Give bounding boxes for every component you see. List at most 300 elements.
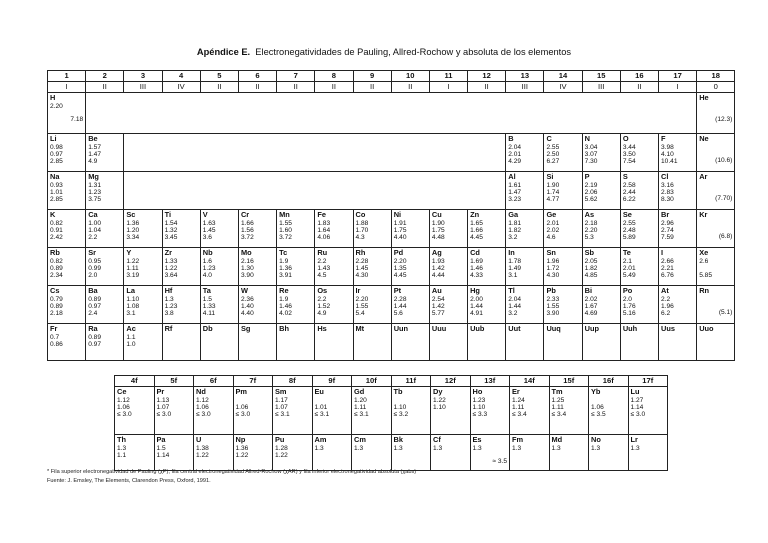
- element-cell: [582, 210, 620, 248]
- f-orbital-header: 11f: [391, 376, 431, 387]
- element-symbol: Uuq: [546, 324, 561, 333]
- electronegativity-value: 1.23: [472, 396, 486, 404]
- electronegativity-value: 2.01: [508, 150, 522, 158]
- electronegativity-value: 3.16: [661, 181, 674, 189]
- electronegativity-value: [661, 341, 696, 348]
- element-symbol: Uuh: [622, 324, 638, 333]
- element-cell: [200, 248, 238, 286]
- electronegativity-value: 4.45: [393, 272, 407, 279]
- electronegativity-value: 0.89: [50, 302, 63, 310]
- element-symbol: Pt: [393, 286, 402, 295]
- electronegativity-value: 1.45: [355, 264, 369, 272]
- electronegativity-value: [508, 341, 543, 348]
- electronegativity-value: 1.33: [202, 302, 216, 310]
- element-cell: [200, 210, 238, 248]
- electronegativity-value: [470, 334, 505, 341]
- element-cell: [277, 210, 315, 248]
- electronegativity-value: 4.69: [584, 310, 598, 317]
- element-cell: [620, 210, 658, 248]
- electronegativity-value: 1.11: [551, 403, 564, 411]
- element-cell: [200, 286, 238, 324]
- element-cell: [238, 210, 276, 248]
- electronegativity-value: 0.97: [50, 150, 63, 158]
- electronegativity-value: [203, 334, 238, 341]
- element-symbol: Lu: [630, 387, 640, 396]
- electronegativity-value: 2.01: [546, 219, 560, 227]
- electronegativity-value: 4.77: [546, 196, 560, 203]
- element-cell: [391, 324, 429, 361]
- electronegativity-value: 5.49: [622, 272, 636, 279]
- electronegativity-value: 1.44: [470, 302, 483, 310]
- f-orbital-header: 14f: [510, 376, 550, 387]
- element-symbol: Ba: [88, 286, 98, 295]
- element-cell: [659, 210, 697, 248]
- element-symbol: Uut: [508, 324, 521, 333]
- group-number: 16: [620, 71, 658, 82]
- electronegativity-value: 1.06: [591, 403, 604, 411]
- electronegativity-value: [585, 341, 620, 348]
- element-cell: [238, 286, 276, 324]
- f-orbital-header: 16f: [589, 376, 629, 387]
- subgroup-label: III: [582, 82, 620, 93]
- electronegativity-value: 1.06: [235, 403, 249, 411]
- electronegativity-value: 1.24: [512, 396, 525, 404]
- actinide-cell: [194, 435, 234, 471]
- electronegativity-value: 0.82: [50, 257, 63, 265]
- lanthanide-cell: [154, 387, 194, 435]
- lanthanide-cell: [312, 387, 352, 435]
- element-cell: [620, 286, 658, 324]
- electronegativity-value: 2.58: [622, 181, 636, 189]
- element-symbol: Rf: [164, 324, 173, 333]
- element-cell: [391, 210, 429, 248]
- electronegativity-value: [699, 334, 734, 341]
- element-cell: [353, 248, 391, 286]
- electronegativity-value: 3.91: [279, 272, 292, 279]
- electronegativity-value: 1.38: [196, 444, 209, 452]
- electronegativity-value: 0.95: [88, 257, 102, 265]
- element-symbol: Zr: [164, 248, 172, 257]
- electronegativity-value: 1.49: [508, 264, 522, 272]
- group-number: 6: [238, 71, 276, 82]
- element-cell: [697, 324, 735, 361]
- electronegativity-value: 2.04: [508, 143, 522, 151]
- f-orbital-header: 8f: [273, 376, 313, 387]
- electronegativity-value: [623, 348, 658, 355]
- electronegativity-value: 1.1: [117, 451, 127, 459]
- electronegativity-value: ≤ 3.1: [354, 411, 369, 418]
- element-symbol: In: [508, 248, 515, 257]
- element-cell: [544, 172, 582, 210]
- element-cell: [162, 324, 200, 361]
- electronegativity-value: 1.14: [156, 451, 170, 459]
- group-number: 15: [582, 71, 620, 82]
- electronegativity-value: 4.40: [393, 234, 407, 241]
- element-cell: [86, 134, 124, 172]
- electronegativity-value: [117, 459, 154, 466]
- electronegativity-value: [356, 341, 391, 348]
- element-cell: [620, 324, 658, 361]
- subgroup-label: II: [391, 82, 429, 93]
- electronegativity-value: 2.2: [88, 234, 98, 241]
- electronegativity-value: [552, 452, 589, 459]
- element-cell: [506, 172, 544, 210]
- electronegativity-value: [315, 397, 352, 404]
- electronegativity-value: [470, 348, 505, 355]
- electronegativity-value: 5.6: [393, 310, 403, 317]
- electronegativity-value: 2.74: [661, 226, 674, 234]
- electronegativity-value: [394, 397, 431, 404]
- electronegativity-value: 1.78: [508, 257, 522, 265]
- electronegativity-value: 2.55: [622, 219, 636, 227]
- f-orbital-header: 15f: [549, 376, 589, 387]
- electronegativity-value: 4.6: [546, 234, 556, 241]
- electronegativity-value: 2.19: [584, 181, 598, 189]
- electronegativity-value: 1.43: [317, 264, 331, 272]
- electronegativity-value: 1.66: [470, 226, 483, 234]
- electronegativity-value: [508, 348, 543, 355]
- element-cell: [659, 172, 697, 210]
- electronegativity-value: 1.55: [546, 302, 560, 310]
- electronegativity-value: 1.3: [393, 444, 403, 452]
- element-symbol: Uun: [393, 324, 409, 333]
- element-cell: [86, 324, 124, 361]
- element-cell: [429, 324, 467, 361]
- electronegativity-value: 2.20: [50, 102, 63, 110]
- f-orbital-header: 9f: [312, 376, 352, 387]
- electronegativity-value: 5.62: [584, 196, 598, 203]
- source-note: Fuente: J. Emsley, The Elements, Clarendon Press, Oxford, 1991.: [47, 478, 211, 484]
- element-cell: [353, 210, 391, 248]
- element-symbol: Fm: [512, 435, 524, 444]
- element-symbol: Pu: [275, 435, 285, 444]
- element-symbol: Ge: [546, 210, 557, 219]
- element-symbol: Tl: [508, 286, 515, 295]
- element-cell: [391, 248, 429, 286]
- electronegativity-value: [432, 334, 467, 341]
- electronegativity-value: [88, 348, 123, 355]
- element-symbol: Te: [622, 248, 631, 257]
- absolute-value: (5.1): [718, 309, 733, 316]
- lanthanide-cell: [391, 387, 431, 435]
- electronegativity-value: 1.01: [314, 403, 328, 411]
- electronegativity-value: [552, 459, 589, 466]
- lanthanide-cell: [510, 387, 550, 435]
- electronegativity-value: 1.63: [202, 219, 216, 227]
- electronegativity-value: 1.70: [355, 226, 369, 234]
- element-symbol: Ne: [699, 134, 709, 143]
- electronegativity-value: [317, 348, 352, 355]
- electronegativity-value: 1.0: [126, 340, 136, 348]
- electronegativity-value: 1.75: [431, 226, 445, 234]
- electronegativity-value: 3.50: [622, 150, 636, 158]
- element-cell: [162, 210, 200, 248]
- electronegativity-value: 2.54: [431, 295, 445, 303]
- electronegativity-value: [585, 348, 620, 355]
- electronegativity-value: 1.91: [393, 219, 407, 227]
- element-symbol: Uuu: [431, 324, 447, 333]
- electronegativity-value: 1.40: [240, 302, 254, 310]
- electronegativity-value: [203, 348, 238, 355]
- electronegativity-value: 2.34: [50, 272, 63, 279]
- electronegativity-value: [317, 341, 352, 348]
- element-symbol: Lr: [630, 435, 638, 444]
- electronegativity-value: [433, 459, 470, 466]
- electronegativity-value: 2.2: [317, 257, 327, 265]
- electronegativity-value: 5.16: [622, 310, 636, 317]
- electronegativity-value: [470, 341, 505, 348]
- electronegativity-value: [623, 334, 658, 341]
- electronegativity-value: 3.6: [202, 234, 212, 241]
- element-symbol: Mo: [240, 248, 252, 257]
- electronegativity-value: 1.22: [275, 451, 288, 459]
- electronegativity-value: 2.33: [546, 295, 560, 303]
- electronegativity-value: [241, 341, 276, 348]
- electronegativity-value: [354, 452, 391, 459]
- element-cell: [544, 286, 582, 324]
- electronegativity-value: 2.28: [393, 295, 407, 303]
- electronegativity-value: [165, 341, 200, 348]
- element-symbol: Xe: [699, 248, 709, 257]
- element-symbol: Na: [50, 172, 60, 181]
- electronegativity-value: 1.10: [472, 403, 486, 411]
- element-symbol: Ho: [472, 387, 483, 396]
- element-cell: [124, 324, 162, 361]
- electronegativity-value: [354, 459, 391, 466]
- element-cell: [353, 324, 391, 361]
- electronegativity-value: 2.20: [355, 295, 369, 303]
- electronegativity-value: [356, 334, 391, 341]
- electronegativity-value: ≤ 3.0: [156, 411, 172, 418]
- electronegativity-value: 1.22: [196, 451, 209, 459]
- electronegativity-value: 1.23: [202, 264, 216, 272]
- group-number: 1: [48, 71, 86, 82]
- element-cell: [544, 134, 582, 172]
- electronegativity-value: 4.06: [317, 234, 331, 241]
- lanthanide-cell: [470, 387, 510, 435]
- electronegativity-value: 1.64: [317, 226, 331, 234]
- element-symbol: Cs: [50, 286, 60, 295]
- electronegativity-value: 6.76: [661, 272, 674, 279]
- electronegativity-value: [236, 459, 273, 466]
- electronegativity-value: 1.17: [275, 396, 288, 404]
- element-cell: [277, 248, 315, 286]
- electronegativity-value: 2.28: [355, 257, 369, 265]
- absolute-value: (7.70): [715, 195, 733, 202]
- subgroup-label: II: [86, 82, 124, 93]
- element-symbol: Hs: [317, 324, 327, 333]
- electronegativity-value: 1.22: [433, 396, 446, 404]
- actinide-cell: [510, 435, 550, 471]
- element-cell: [429, 286, 467, 324]
- electronegativity-value: 1.5: [202, 295, 212, 303]
- electronegativity-value: 1.01: [50, 188, 63, 196]
- element-cell: [391, 286, 429, 324]
- electronegativity-value: 2.36: [240, 295, 254, 303]
- electronegativity-value: 4.0: [202, 272, 212, 279]
- electronegativity-value: 3.1: [126, 310, 136, 317]
- element-symbol: Uub: [470, 324, 485, 333]
- electronegativity-value: 1.11: [354, 403, 367, 411]
- element-cell: [697, 134, 735, 172]
- element-symbol: P: [584, 172, 590, 181]
- element-symbol: I: [661, 248, 664, 257]
- element-symbol: Nd: [196, 387, 206, 396]
- electronegativity-value: 6.27: [546, 158, 560, 165]
- electronegativity-value: [317, 334, 352, 341]
- electronegativity-value: 1.76: [622, 302, 636, 310]
- absolute-value: (12.3): [715, 116, 733, 123]
- electronegativity-value: 4.11: [202, 310, 216, 317]
- element-symbol: Sr: [88, 248, 96, 257]
- element-symbol: Cd: [470, 248, 480, 257]
- lanthanide-cell: [549, 387, 589, 435]
- electronegativity-value: 4.10: [661, 150, 674, 158]
- group-number: 8: [315, 71, 353, 82]
- electronegativity-value: 1.06: [196, 403, 209, 411]
- group-number: 9: [353, 71, 391, 82]
- electronegativity-value: 1.3: [354, 444, 364, 452]
- actinide-cell: [312, 435, 352, 471]
- f-orbital-header: 6f: [194, 376, 234, 387]
- element-symbol: Gd: [354, 387, 365, 396]
- electronegativity-value: 1.22: [126, 257, 140, 265]
- electronegativity-value: 2.18: [50, 310, 63, 317]
- group-number: 14: [544, 71, 582, 82]
- element-cell: [277, 286, 315, 324]
- electronegativity-value: 2.21: [661, 264, 674, 272]
- electronegativity-value: 4.02: [279, 310, 292, 317]
- electronegativity-value: 4.30: [546, 272, 560, 279]
- electronegativity-value: ≤ 3.0: [196, 411, 211, 418]
- element-symbol: He: [699, 93, 709, 102]
- electronegativity-value: 1.42: [431, 264, 445, 272]
- electronegativity-value: 1.56: [240, 226, 254, 234]
- electronegativity-value: 4.9: [317, 310, 327, 317]
- electronegativity-value: ≤ 3.1: [275, 411, 290, 418]
- element-cell: [162, 286, 200, 324]
- absolute-value: (10.6): [715, 157, 733, 164]
- lanthanide-cell: [194, 387, 234, 435]
- electronegativity-value: 10.41: [661, 158, 678, 165]
- element-cell: [48, 134, 86, 172]
- electronegativity-value: 0.7: [50, 333, 60, 341]
- element-symbol: Md: [551, 435, 563, 444]
- electronegativity-value: 1.10: [393, 403, 407, 411]
- element-cell: [582, 248, 620, 286]
- electronegativity-value: 1.35: [393, 264, 407, 272]
- actinide-cell: [273, 435, 313, 471]
- electronegativity-value: 4.5: [317, 272, 327, 279]
- electronegativity-value: [241, 348, 276, 355]
- electronegativity-value: 1.31: [88, 181, 102, 189]
- lanthanide-cell: [628, 387, 668, 435]
- element-cell: [697, 172, 735, 210]
- electronegativity-value: 2.55: [546, 143, 560, 151]
- element-cell: [162, 248, 200, 286]
- electronegativity-value: 1.11: [126, 264, 139, 272]
- electronegativity-value: 1.22: [235, 451, 249, 459]
- electronegativity-value: 2.04: [508, 295, 522, 303]
- electronegativity-value: [157, 459, 194, 466]
- element-cell: [506, 324, 544, 361]
- electronegativity-value: 0.97: [88, 302, 102, 310]
- element-cell: [506, 248, 544, 286]
- actinide-cell: [470, 435, 510, 471]
- electronegativity-value: 2.18: [584, 219, 598, 227]
- electronegativity-value: [591, 459, 628, 466]
- electronegativity-value: 1.44: [508, 302, 522, 310]
- lanthanide-cell: [233, 387, 273, 435]
- electronegativity-value: [394, 452, 431, 459]
- absolute-value: 7.18: [70, 116, 84, 123]
- subgroup-label: IV: [544, 82, 582, 93]
- electronegativity-value: 1.72: [546, 264, 560, 272]
- electronegativity-value: 2.00: [470, 295, 483, 303]
- electronegativity-value: 5.4: [355, 310, 365, 317]
- electronegativity-value: [394, 348, 429, 355]
- electronegativity-value: [236, 397, 273, 404]
- element-cell: [124, 210, 162, 248]
- electronegativity-value: 3.23: [508, 196, 522, 203]
- electronegativity-value: ≤ 3.1: [314, 411, 330, 418]
- element-symbol: Yb: [591, 387, 601, 396]
- group-number: 4: [162, 71, 200, 82]
- electronegativity-value: 2.42: [50, 234, 63, 241]
- electronegativity-value: 1.60: [279, 226, 292, 234]
- electronegativity-value: 2.05: [584, 257, 598, 265]
- electronegativity-value: 7.54: [622, 158, 636, 165]
- element-symbol: Cm: [354, 435, 366, 444]
- element-symbol: Cu: [431, 210, 442, 219]
- element-cell: [659, 248, 697, 286]
- element-symbol: N: [584, 134, 590, 143]
- electronegativity-value: 0.89: [88, 333, 102, 341]
- electronegativity-value: [699, 103, 734, 110]
- element-symbol: U: [196, 435, 202, 444]
- element-symbol: Np: [235, 435, 246, 444]
- element-symbol: Cl: [661, 172, 669, 181]
- electronegativity-value: 1.3: [551, 444, 561, 452]
- electronegativity-value: 3.19: [126, 272, 140, 279]
- page-title: Apéndice E. Electronegatividades de Pauling, Allred-Rochow y absoluta de los elementos: [196, 47, 572, 57]
- electronegativity-value: 1.83: [317, 219, 331, 227]
- electronegativity-value: [165, 334, 200, 341]
- element-symbol: Bi: [584, 286, 593, 295]
- element-cell: [86, 286, 124, 324]
- electronegativity-value: 0.98: [50, 143, 63, 151]
- subgroup-label: IV: [162, 82, 200, 93]
- electronegativity-value: 1.28: [275, 444, 288, 452]
- electronegativity-value: 1.08: [126, 302, 140, 310]
- electronegativity-value: 2.48: [622, 226, 636, 234]
- electronegativity-value: 1.81: [508, 219, 522, 227]
- element-symbol: Ar: [699, 172, 708, 181]
- electronegativity-value: 1.52: [317, 302, 331, 310]
- lanthanide-cell: [273, 387, 313, 435]
- electronegativity-value: ≤ 3.2: [393, 411, 409, 418]
- element-cell: [506, 134, 544, 172]
- electronegativity-value: 1.46: [279, 302, 292, 310]
- element-symbol: Fr: [50, 324, 58, 333]
- electronegativity-value: 0.97: [88, 340, 102, 348]
- electronegativity-value: 1.93: [431, 257, 445, 265]
- element-symbol: Pd: [393, 248, 404, 257]
- actinide-cell: [589, 435, 629, 471]
- element-symbol: Co: [355, 210, 366, 219]
- element-cell: [582, 324, 620, 361]
- electronegativity-value: 1.90: [546, 181, 560, 189]
